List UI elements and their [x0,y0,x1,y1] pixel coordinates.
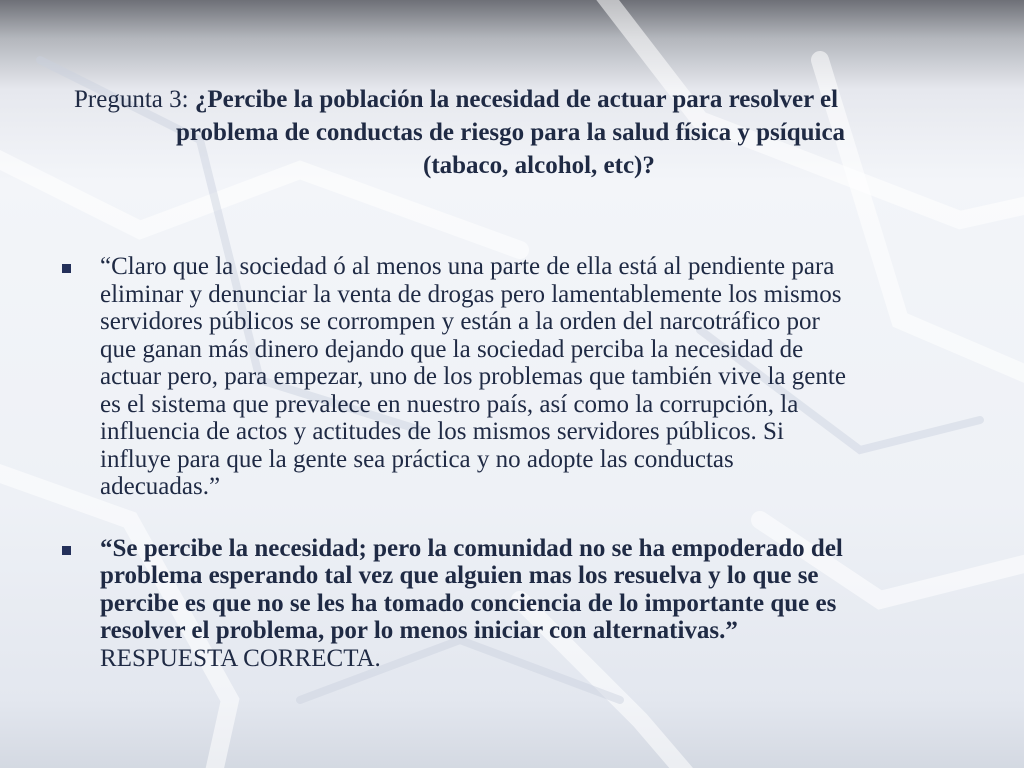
title-line-2 [74,116,954,149]
text-line: resolver el problema, por lo menos iniciar con alternativas.” [100,617,738,644]
text-line: servidores públicos se corrompen y están a la orden del narcotráfico por [100,308,820,335]
text-line: “Se percibe la necesidad; pero la comunidad no se ha empoderado del [100,534,843,562]
question-text-line-3: (tabaco, alcohol, etc)? [423,152,655,179]
title-line-1 [74,83,954,116]
text-line: que ganan más dinero dejando que la sociedad perciba la necesidad de [100,335,804,363]
text-line: es el sistema que prevalece en nuestro país, así como la corrupción, la [100,390,799,418]
text-line: influye para que la gente sea práctica y no adopte las conductas [100,445,734,473]
bullet-item [62,535,962,673]
question-text-line-2: problema de conductas de riesgo para la salud física y psíquica [176,119,846,146]
answer-label: RESPUESTA CORRECTA. [100,644,381,672]
text-line: percibe es que no se les ha tomado conciencia de lo importante que es [100,589,837,617]
bullet-square-icon [62,546,71,555]
text-line: actuar pero, para empezar, uno de los problemas que también vive la gente [100,363,846,390]
question-text-line-1: ¿Percibe la población la necesidad de actuar para resolver el [194,86,839,113]
question-prefix: Pregunta 3: [74,86,195,113]
title-line-3 [74,149,954,182]
bullet-list [62,253,962,672]
slide-title [74,83,954,182]
text-line: eliminar y denunciar la venta de drogas pero lamentablemente los mismos [100,280,842,308]
text-line: “Claro que la sociedad ó al menos una parte de ella está al pendiente para [100,253,835,280]
text-line: problema esperando tal vez que alguien mas los resuelva y lo que se [100,562,819,589]
bullet-item [62,253,962,501]
text-line: influencia de actos y actitudes de los mismos servidores públicos. Si [100,418,784,445]
text-line: adecuadas.” [100,473,221,500]
bullet-square-icon [62,264,71,273]
